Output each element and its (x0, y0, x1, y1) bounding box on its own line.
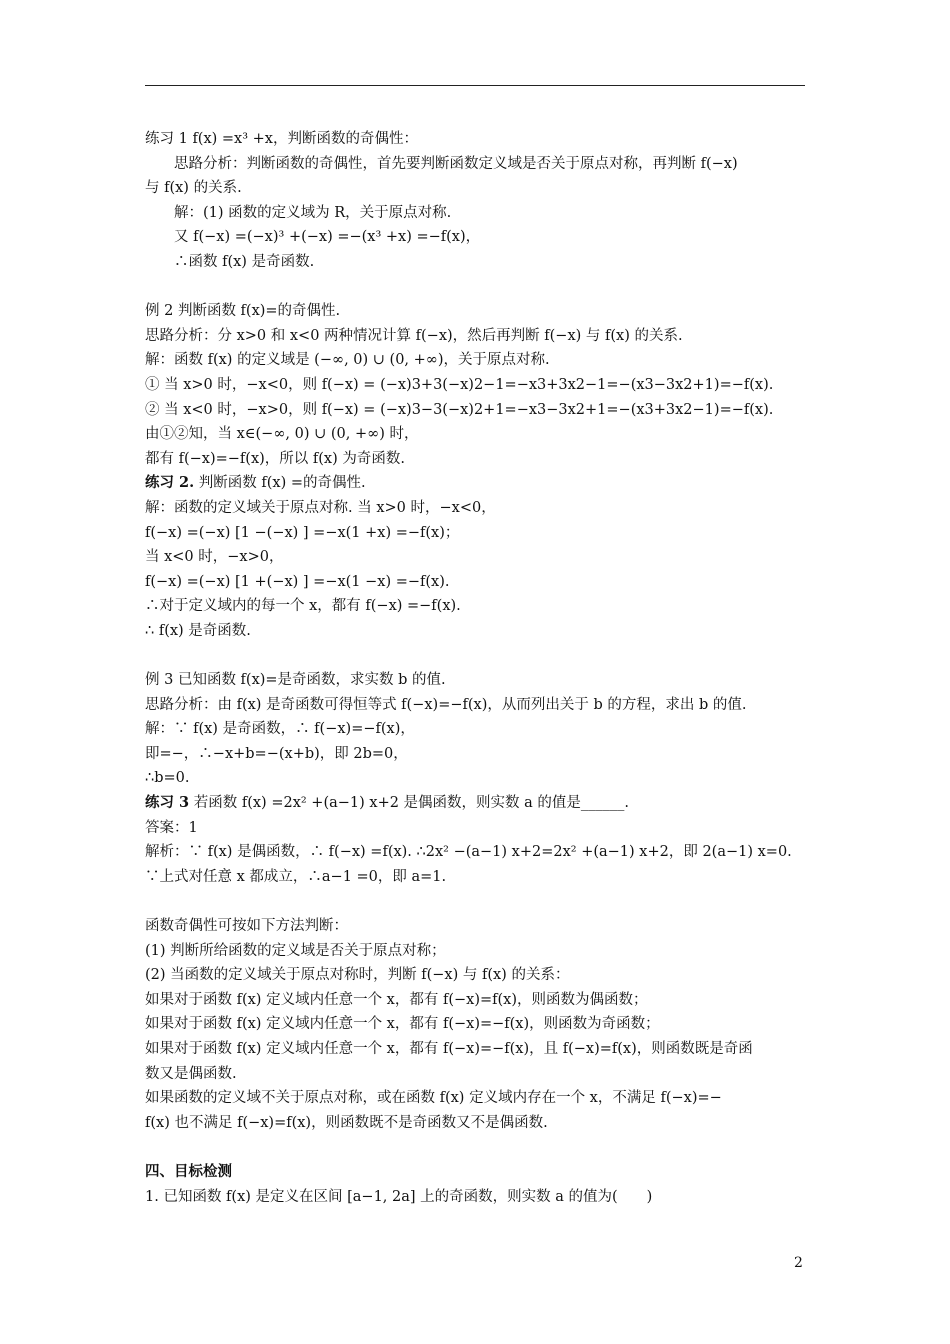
text-line: f(−x) =(−x) [1 +(−x) ] =−x(1 −x) =−f(x). (145, 573, 450, 590)
text-line: 都有 f(−x)=−f(x)，所以 f(x) 为奇函数. (145, 450, 405, 467)
header-rule (145, 85, 805, 86)
text-line: 思路分析：判断函数的奇偶性，首先要判断函数定义域是否关于原点对称，再判断 f(−x) (174, 155, 738, 172)
text-line: 即=−，∴−x+b=−(x+b)，即 2b=0， (145, 745, 408, 762)
text-line: 与 f(x) 的关系. (145, 180, 242, 197)
exercise-heading-line (145, 471, 810, 496)
document-body (145, 127, 810, 1209)
text-line: ∴ f(x) 是奇函数. (145, 622, 251, 639)
exercise-heading-line (145, 791, 810, 816)
text-line: 例 2 判断函数 f(x)=的奇偶性. (145, 303, 341, 320)
blank-line (145, 643, 810, 668)
text-line: 答案：1 (145, 819, 198, 836)
exercise-label: 练习 3 (145, 794, 190, 812)
text-line: 如果对于函数 f(x) 定义域内任意一个 x，都有 f(−x)=−f(x)，且 f(−x)=f(x)，则函数既是奇函 (145, 1040, 753, 1057)
text-line: ∴对于定义域内的每一个 x，都有 f(−x) =−f(x). (145, 598, 461, 615)
text-line: 练习 1 f(x) =x³ +x，判断函数的奇偶性： (145, 131, 418, 147)
text-line: 思路分析：由 f(x) 是奇函数可得恒等式 f(−x)=−f(x)，从而列出关于 b 的方程，求出 b 的值. (145, 696, 747, 713)
text-line: ① 当 x>0 时，−x<0，则 f(−x) = (−x)3+3(−x)2−1=−x3+3x2−1=−(x3−3x2+1)=−f(x). (145, 376, 774, 393)
blank-line (145, 889, 810, 914)
text-line: ∴b=0. (145, 770, 190, 787)
page-number: 2 (794, 1255, 803, 1271)
text-line: ∵上式对任意 x 都成立，∴a−1 =0，即 a=1. (145, 868, 447, 885)
text-line: 如果对于函数 f(x) 定义域内任意一个 x，都有 f(−x)=−f(x)，则函数为奇函数； (145, 1016, 660, 1033)
text-line: 数又是偶函数. (145, 1065, 237, 1082)
text-line: ② 当 x<0 时，−x>0，则 f(−x) = (−x)3−3(−x)2+1=−x3−3x2+1=−(x3+3x2−1)=−f(x). (145, 401, 774, 418)
text-line: 当 x<0 时，−x>0， (145, 549, 284, 566)
text-line: (2) 当函数的定义域关于原点对称时，判断 f(−x) 与 f(x) 的关系： (145, 967, 570, 984)
text-line: 解：函数的定义域关于原点对称. 当 x>0 时，−x<0， (145, 499, 496, 516)
text-line: 又 f(−x) =(−x)³ +(−x) =−(x³ +x) =−f(x)， (174, 229, 481, 246)
exercise-label: 练习 2. (145, 474, 195, 492)
blank-line (145, 1135, 810, 1160)
text-line: 如果函数的定义域不关于原点对称，或在函数 f(x) 定义域内存在一个 x，不满足 f(−x)=− (145, 1090, 722, 1107)
section-heading: 四、目标检测 (145, 1162, 232, 1180)
text-line: f(x) 也不满足 f(−x)=f(x)，则函数既不是奇函数又不是偶函数. (145, 1114, 548, 1131)
text-line: 例 3 已知函数 f(x)=是奇函数，求实数 b 的值. (145, 672, 446, 689)
text-line: (1) 判断所给函数的定义域是否关于原点对称； (145, 942, 446, 959)
text-line: 如果对于函数 f(x) 定义域内任意一个 x，都有 f(−x)=f(x)，则函数为偶函数； (145, 991, 648, 1008)
text-line: 思路分析：分 x>0 和 x<0 两种情况计算 f(−x)，然后再判断 f(−x) 与 f(x) 的关系. (145, 327, 683, 344)
exercise-text: 判断函数 f(x) =的奇偶性. (194, 475, 366, 492)
text-line: f(−x) =(−x) [1 −(−x) ] =−x(1 +x) =−f(x)； (145, 524, 460, 541)
exercise-text: 若函数 f(x) =2x² +(a−1) x+2 是偶函数，则实数 a 的值是______. (189, 795, 630, 812)
text-line: 解析：∵ f(x) 是偶函数，∴ f(−x) =f(x). ∴2x² −(a−1) x+2=2x² +(a−1) x+2，即 2(a−1) x=0. (145, 844, 792, 861)
text-line: 解：∵ f(x) 是奇函数，∴ f(−x)=−f(x)， (145, 721, 415, 738)
text-line: 解：函数 f(x) 的定义域是 (−∞, 0) ∪ (0, +∞)，关于原点对称. (145, 352, 550, 369)
text-line: 函数奇偶性可按如下方法判断： (145, 918, 348, 934)
text-line: 解：(1) 函数的定义域为 R，关于原点对称. (174, 204, 452, 221)
text-line: 1. 已知函数 f(x) 是定义在区间 [a−1, 2a] 上的奇函数，则实数 a 的值为( ) (145, 1188, 653, 1205)
blank-line (145, 275, 810, 300)
text-line: 由①②知，当 x∈(−∞, 0) ∪ (0, +∞) 时， (145, 426, 419, 443)
text-line: ∴函数 f(x) 是奇函数. (174, 253, 315, 270)
